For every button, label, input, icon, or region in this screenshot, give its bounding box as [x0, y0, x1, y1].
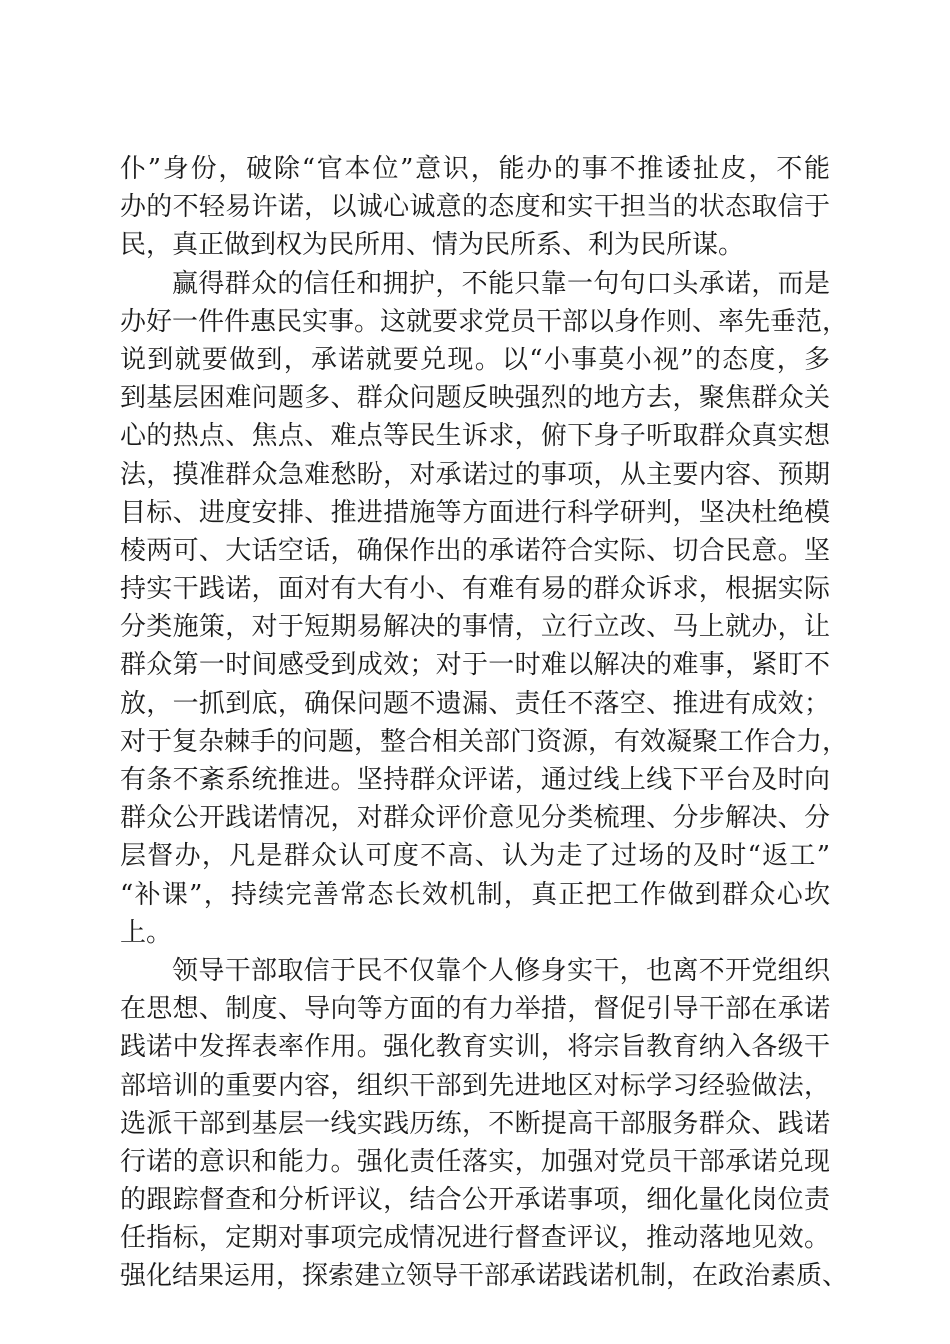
text-line: 办好一件件惠民实事。这就要求党员干部以身作则、率先垂范，: [120, 306, 849, 337]
text-line: 任指标，定期对事项完成情况进行督查评议，推动落地见效。: [120, 1223, 830, 1254]
text-line: “补课”，持续完善常态长效机制，真正把工作做到群众心坎: [120, 879, 830, 910]
text-line: 放，一抓到底，确保问题不遗漏、责任不落空、推进有成效；: [120, 688, 830, 719]
text-line: 赢得群众的信任和拥护，不能只靠一句句口头承诺，而是: [172, 268, 830, 299]
text-line: 法，摸准群众急难愁盼，对承诺过的事项，从主要内容、预期: [120, 459, 830, 490]
body-text: [120, 150, 849, 1296]
text-line: 强化结果运用，探索建立领导干部承诺践诺机制，在政治素质、: [120, 1261, 849, 1292]
text-line: 心的热点、焦点、难点等民生诉求，俯下身子听取群众真实想: [120, 421, 830, 452]
text-line: 对于复杂棘手的问题，整合相关部门资源，有效凝聚工作合力，: [120, 726, 849, 757]
text-line: 分类施策，对于短期易解决的事情，立行立改、马上就办，让: [120, 612, 830, 643]
text-line: 有条不紊系统推进。坚持群众评诺，通过线上线下平台及时向: [120, 765, 830, 795]
text-line: 的跟踪督查和分析评议，结合公开承诺事项，细化量化岗位责: [120, 1185, 830, 1216]
text-line: 在思想、制度、导向等方面的有力举措，督促引导干部在承诺: [120, 994, 830, 1025]
text-line: 棱两可、大话空话，确保作出的承诺符合实际、切合民意。坚: [120, 535, 830, 566]
text-line: 持实干践诺，面对有大有小、有难有易的群众诉求，根据实际: [120, 574, 830, 605]
text-line: 群众公开践诺情况，对群众评价意见分类梳理、分步解决、分: [120, 803, 830, 834]
text-line: 民，真正做到权为民所用、情为民所系、利为民所谋。: [120, 230, 745, 261]
text-line: 层督办，凡是群众认可度不高、认为走了过场的及时“返工”: [120, 841, 830, 872]
text-line: 群众第一时间感受到成效；对于一时难以解决的难事，紧盯不: [120, 650, 830, 681]
text-line: 到基层困难问题多、群众问题反映强烈的地方去，聚焦群众关: [120, 383, 830, 414]
text-line: 领导干部取信于民不仅靠个人修身实干，也离不开党组织: [172, 955, 830, 986]
text-line: 选派干部到基层一线实践历练，不断提高干部服务群众、践诺: [120, 1108, 830, 1139]
text-line: 部培训的重要内容，组织干部到先进地区对标学习经验做法，: [120, 1070, 830, 1101]
text-line: 践诺中发挥表率作用。强化教育实训，将宗旨教育纳入各级干: [120, 1032, 830, 1063]
text-line: 仆”身份，破除“官本位”意识，能办的事不推诿扯皮，不能: [120, 154, 830, 184]
text-line: 行诺的意识和能力。强化责任落实，加强对党员干部承诺兑现: [120, 1146, 830, 1177]
text-line: 上。: [120, 917, 173, 948]
text-line: 说到就要做到，承诺就要兑现。以“小事莫小视”的态度，多: [120, 344, 830, 375]
text-line: 办的不轻易许诺，以诚心诚意的态度和实干担当的状态取信于: [120, 192, 830, 223]
text-line: 目标、进度安排、推进措施等方面进行科学研判，坚决杜绝模: [120, 497, 830, 528]
